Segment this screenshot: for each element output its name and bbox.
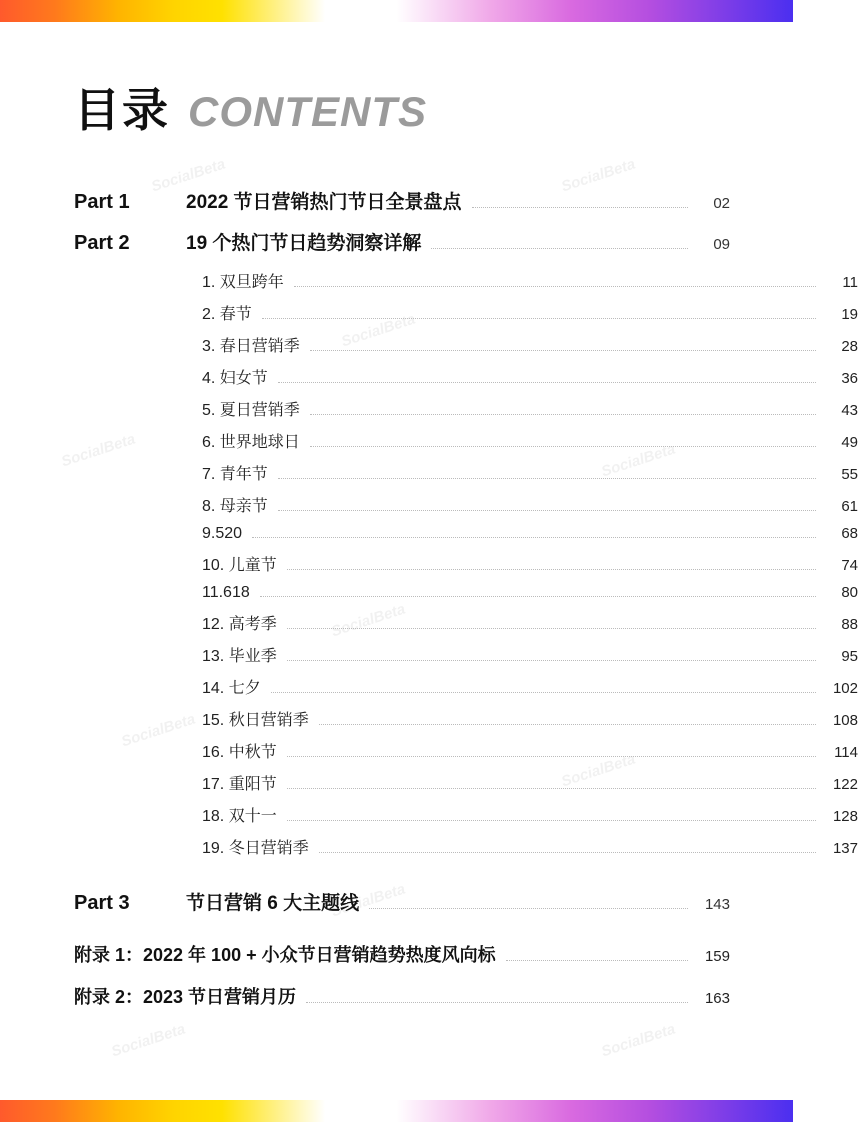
toc-item-title: 10. 儿童节 — [202, 557, 277, 574]
toc-item-title: 9.520 — [202, 525, 243, 542]
toc-page-number: 55 — [841, 466, 858, 483]
toc-leader-dots — [287, 755, 816, 757]
toc-appendix-row[interactable] — [74, 941, 730, 967]
toc-leader-dots — [260, 595, 816, 597]
toc-item-row[interactable] — [74, 643, 858, 666]
toc-item-title: 17. 重阳节 — [202, 776, 277, 793]
toc-part-title: 2022 节日营销热门节日全景盘点 — [186, 192, 462, 213]
watermark: SocialBeta — [559, 155, 638, 196]
toc-item-row[interactable] — [74, 803, 858, 826]
toc-item-row[interactable] — [74, 461, 858, 484]
toc-item-row[interactable] — [74, 739, 858, 762]
top-gradient-bar — [0, 0, 793, 22]
toc-leader-dots — [319, 851, 816, 853]
table-of-contents — [74, 187, 858, 1025]
toc-page-number: 36 — [841, 370, 858, 387]
toc-leader-dots — [287, 627, 816, 629]
toc-item-title: 16. 中秋节 — [202, 744, 277, 761]
watermark: SocialBeta — [119, 710, 198, 751]
toc-leader-dots — [310, 445, 816, 447]
toc-item-title: 13. 毕业季 — [202, 648, 277, 665]
watermark: SocialBeta — [559, 750, 638, 791]
page-title-en: CONTENTS — [188, 88, 427, 135]
toc-leader-dots — [310, 413, 816, 415]
toc-leader-dots — [287, 568, 816, 570]
page-content — [0, 22, 858, 1100]
toc-leader-dots — [278, 509, 816, 511]
toc-page-number: 163 — [704, 990, 730, 1007]
toc-page-number: 68 — [841, 525, 858, 542]
toc-item-title: 3. 春日营销季 — [202, 338, 300, 355]
toc-item-title: 4. 妇女节 — [202, 370, 268, 387]
toc-item-row[interactable] — [74, 584, 858, 602]
toc-item-title: 19. 冬日营销季 — [202, 840, 309, 857]
toc-item-title: 15. 秋日营销季 — [202, 712, 309, 729]
toc-leader-dots — [252, 536, 816, 538]
toc-leader-dots — [262, 317, 816, 319]
toc-page-number: 09 — [713, 236, 730, 253]
toc-item-row[interactable] — [74, 333, 858, 356]
toc-item-row[interactable] — [74, 397, 858, 420]
toc-page-number: 128 — [832, 808, 858, 825]
watermark: SocialBeta — [329, 600, 408, 641]
toc-leader-dots — [287, 787, 816, 789]
toc-page-number: 28 — [841, 338, 858, 355]
toc-leader-dots — [310, 349, 816, 351]
watermark: SocialBeta — [149, 155, 228, 196]
toc-part-row[interactable] — [74, 228, 730, 255]
toc-appendix-title: 附录 2：2023 节日营销月历 — [74, 987, 297, 1007]
toc-item-title: 1. 双旦跨年 — [202, 274, 284, 291]
toc-page-number: 95 — [841, 648, 858, 665]
toc-page-number: 137 — [832, 840, 858, 857]
toc-page-number: 114 — [834, 744, 858, 761]
toc-page-number: 159 — [704, 948, 730, 965]
toc-appendix-row[interactable] — [74, 983, 730, 1009]
toc-item-row[interactable] — [74, 835, 858, 858]
toc-page-number: 49 — [841, 434, 858, 451]
toc-page-number: 11 — [842, 274, 858, 291]
watermark: SocialBeta — [59, 430, 138, 471]
toc-item-row[interactable] — [74, 525, 858, 543]
toc-appendix-title: 附录 1：2022 年 100 + 小众节日营销趋势热度风向标 — [74, 945, 496, 965]
toc-item-title: 12. 高考季 — [202, 616, 277, 633]
toc-item-row[interactable] — [74, 611, 858, 634]
toc-part-label: Part 2 — [74, 232, 130, 254]
toc-page-number: 143 — [704, 896, 730, 913]
toc-leader-dots — [431, 247, 688, 249]
page-title-cn: 目录 — [74, 84, 170, 136]
toc-item-title: 7. 青年节 — [202, 466, 268, 483]
toc-item-row[interactable] — [74, 301, 858, 324]
toc-part-label: Part 1 — [74, 191, 130, 213]
toc-part-title: 节日营销 6 大主题线 — [186, 893, 360, 914]
toc-item-row[interactable] — [74, 493, 858, 516]
toc-leader-dots — [306, 1001, 688, 1003]
toc-item-title: 6. 世界地球日 — [202, 434, 300, 451]
toc-item-row[interactable] — [74, 771, 858, 794]
toc-item-title: 18. 双十一 — [202, 808, 277, 825]
toc-page-number: 80 — [841, 584, 858, 601]
toc-part-title: 19 个热门节日趋势洞察详解 — [186, 233, 422, 254]
toc-leader-dots — [472, 206, 688, 208]
toc-item-row[interactable] — [74, 429, 858, 452]
watermark: SocialBeta — [329, 880, 408, 921]
toc-part-row[interactable] — [74, 187, 730, 214]
watermark: SocialBeta — [109, 1020, 188, 1061]
bottom-gradient-bar — [0, 1100, 793, 1122]
toc-item-title: 14. 七夕 — [202, 680, 261, 697]
toc-leader-dots — [319, 723, 816, 725]
toc-leader-dots — [278, 477, 816, 479]
toc-page-number: 74 — [841, 557, 858, 574]
toc-item-title: 5. 夏日营销季 — [202, 402, 300, 419]
watermark: SocialBeta — [339, 310, 418, 351]
toc-leader-dots — [278, 381, 816, 383]
toc-page-number: 43 — [841, 402, 858, 419]
toc-page-number: 122 — [832, 776, 858, 793]
toc-item-title: 8. 母亲节 — [202, 498, 268, 515]
toc-page-number: 108 — [832, 712, 858, 729]
watermark: SocialBeta — [599, 440, 678, 481]
toc-item-title: 2. 春节 — [202, 306, 252, 323]
toc-part-label: Part 3 — [74, 892, 130, 914]
page-title — [74, 74, 427, 140]
toc-leader-dots — [294, 285, 816, 287]
toc-leader-dots — [287, 819, 816, 821]
toc-item-row[interactable] — [74, 552, 858, 575]
toc-item-row[interactable] — [74, 269, 858, 292]
toc-leader-dots — [271, 691, 816, 693]
toc-item-title: 11.618 — [202, 584, 250, 601]
toc-page-number: 61 — [841, 498, 858, 515]
toc-page-number: 88 — [841, 616, 858, 633]
toc-item-row[interactable] — [74, 675, 858, 698]
toc-item-row[interactable] — [74, 365, 858, 388]
toc-page-number: 102 — [832, 680, 858, 697]
toc-leader-dots — [287, 659, 816, 661]
toc-part-row[interactable] — [74, 888, 730, 915]
toc-item-row[interactable] — [74, 707, 858, 730]
toc-leader-dots — [369, 907, 688, 909]
toc-leader-dots — [506, 959, 688, 961]
toc-page-number: 02 — [713, 195, 730, 212]
watermark: SocialBeta — [599, 1020, 678, 1061]
toc-page-number: 19 — [841, 306, 858, 323]
